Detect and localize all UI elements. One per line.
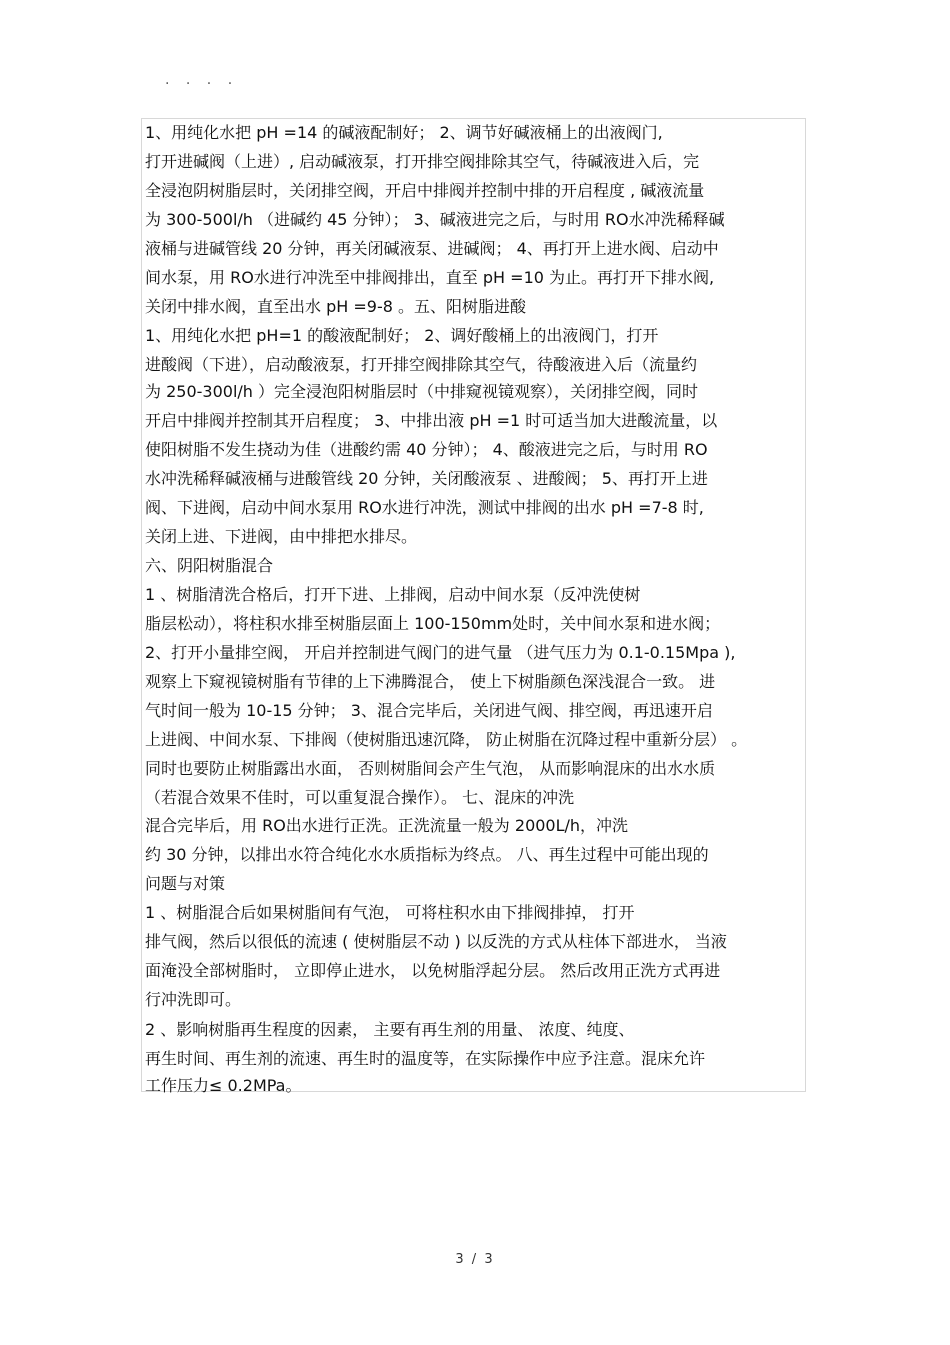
text-line: 1 、树脂混合后如果树脂间有气泡， 可将柱积水由下排阀排掉， 打开 [145, 903, 635, 922]
text-line: 2、打开小量排空阀， 开启并控制进气阀门的进气量 （进气压力为 0.1-0.15Mpa ), [145, 643, 736, 662]
text-line: 气时间一般为 10-15 分钟； 3、混合完毕后，关闭进气阀、排空阀，再迅速开启 [145, 701, 713, 720]
text-line: 关闭上进、下进阀，由中排把水排尽。 [145, 527, 418, 546]
text-line: 1、用纯化水把 pH =14 的碱液配制好； 2、调节好碱液桶上的出液阀门, [145, 123, 663, 142]
text-line: 阀、下进阀，启动中间水泵用 RO水进行冲洗，测试中排阀的出水 pH =7-8 时, [145, 498, 704, 517]
text-line: 脂层松动），将柱积水排至树脂层面上 100-150mm处时，关中间水泵和进水阀； [145, 614, 721, 633]
text-line: 同时也要防止树脂露出水面， 否则树脂间会产生气泡， 从而影响混床的出水水质 [145, 759, 716, 778]
text-line: 进酸阀（下进），启动酸液泵，打开排空阀排除其空气，待酸液进入后（流量约 [145, 355, 698, 374]
section-heading: 六、阴阳树脂混合 [145, 556, 274, 575]
text-line: 全浸泡阴树脂层时，关闭排空阀，开启中排阀并控制中排的开启程度 , 碱液流量 [145, 181, 705, 200]
text-line: 使阳树脂不发生挠动为佳（进酸约需 40 分钟）； 4、酸液进完之后，与时用 RO [145, 440, 708, 459]
text-line: 开启中排阀并控制其开启程度； 3、中排出液 pH =1 时可适当加大进酸流量，以 [145, 411, 718, 430]
text-line: 液桶与进碱管线 20 分钟，再关闭碱液泵、进碱阀； 4、再打开上进水阀、启动中 [145, 239, 719, 258]
text-line: 行冲洗即可。 [145, 990, 242, 1009]
header-dots: . . . . [165, 72, 239, 88]
text-line: 1 、树脂清洗合格后，打开下进、上排阀，启动中间水泵（反冲洗使树 [145, 585, 641, 604]
text-line: 水冲洗稀释碱液桶与进酸管线 20 分钟，关闭酸液泵 、进酸阀； 5、再打开上进 [145, 469, 708, 488]
text-line: 关闭中排水阀，直至出水 pH =9-8 。五、阳树脂进酸 [145, 297, 526, 316]
text-line: 间水泵，用 RO水进行冲洗至中排阀排出，直至 pH =10 为止。再打开下排水阀, [145, 268, 715, 287]
text-line: 面淹没全部树脂时， 立即停止进水， 以免树脂浮起分层。 然后改用正洗方式再进 [145, 961, 721, 980]
text-line: 为 300-500l/h （进碱约 45 分钟）； 3、碱液进完之后，与时用 RO水冲洗稀释碱 [145, 210, 725, 229]
page-number: 3 / 3 [455, 1252, 495, 1267]
text-line: 观察上下窥视镜树脂有节律的上下沸腾混合， 使上下树脂颜色深浅混合一致。 进 [145, 672, 716, 691]
text-line: 上进阀、中间水泵、下排阀（使树脂迅速沉降， 防止树脂在沉降过程中重新分层） 。 [145, 730, 748, 749]
text-line: （若混合效果不佳时，可以重复混合操作）。 七、混床的冲洗 [145, 788, 575, 807]
text-line: 为 250-300l/h ）完全浸泡阳树脂层时（中排窥视镜观察），关闭排空阀，同时 [145, 382, 699, 401]
text-line: 打开进碱阀（上进）, 启动碱液泵，打开排空阀排除其空气，待碱液进入后，完 [145, 152, 700, 171]
text-line: 1、用纯化水把 pH=1 的酸液配制好； 2、调好酸桶上的出液阀门，打开 [145, 326, 659, 345]
text-line: 排气阀，然后以很低的流速 ( 使树脂层不动 ) 以反洗的方式从柱体下部进水， 当液 [145, 932, 727, 951]
text-line: 2 、影响树脂再生程度的因素， 主要有再生剂的用量、 浓度、纯度、 [145, 1020, 635, 1039]
document-text-box [141, 118, 806, 1095]
text-line: 再生时间、再生剂的流速、再生时的温度等，在实际操作中应予注意。混床允许 [145, 1049, 706, 1068]
text-line: 工作压力≤ 0.2MPa。 [145, 1076, 302, 1095]
text-line: 混合完毕后，用 RO出水进行正洗。正洗流量一般为 2000L/h，冲洗 [145, 816, 629, 835]
text-line: 问题与对策 [145, 874, 226, 893]
text-line: 约 30 分钟，以排出水符合纯化水水质指标为终点。 八、再生过程中可能出现的 [145, 845, 709, 864]
